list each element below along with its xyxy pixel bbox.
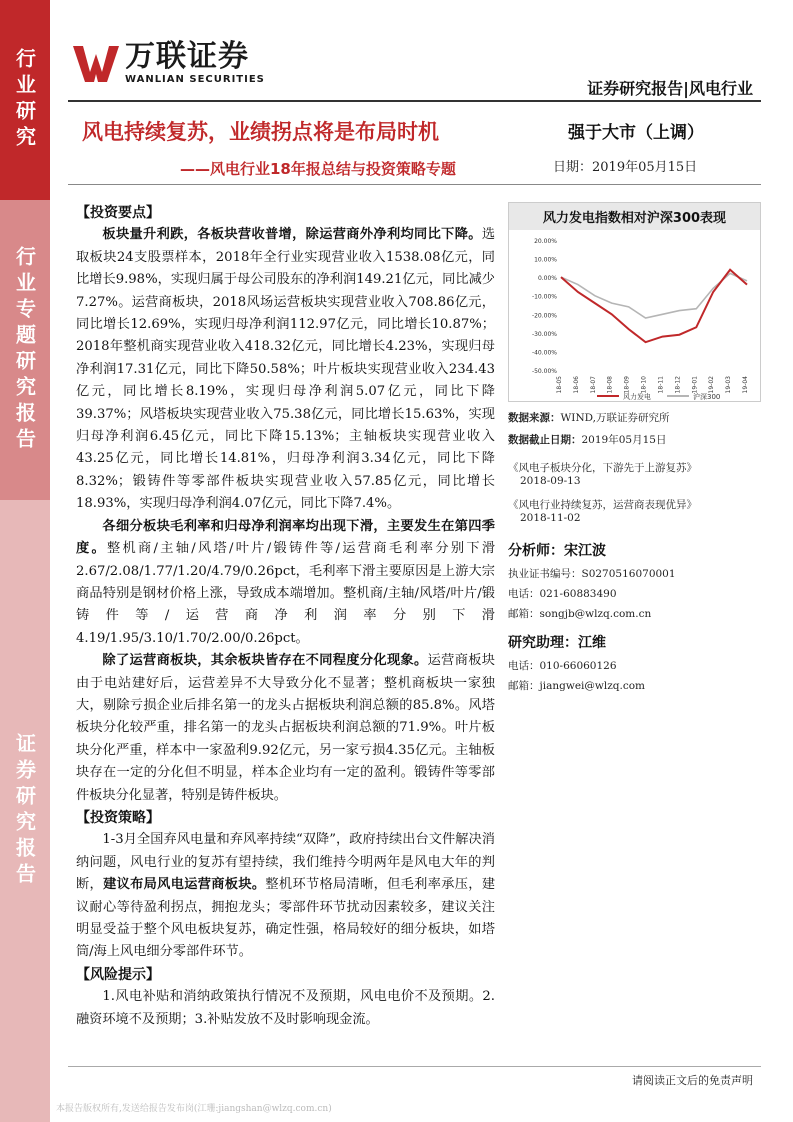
analyst-label: 分析师：: [508, 543, 564, 559]
paragraph-body: 整机商/主轴/风塔/叶片/锻铸件等/运营商毛利率分别下滑2.67/2.08/1.77/1.20/4.79/0.26pct，毛利率下滑主要原因是上游大宗商品特别是钢材价格上涨，导致成本端增加。整机商/主轴/风塔/叶片/锻铸件等/运营商净利润率分别下滑4.19/1.95/3.10/1.70/2.00/0.26pct。: [76, 541, 496, 646]
legend-label: 沪深300: [693, 393, 721, 401]
paragraph-lead: 板块量升利跌，各板块营收普增，除运营商外净利均同比下降。: [102, 227, 482, 243]
performance-chart: [508, 202, 761, 402]
cutoff-value: 2019年05月15日: [581, 434, 667, 446]
chart-title: 风力发电指数相对沪深300表现: [509, 203, 760, 230]
paragraph: [76, 650, 495, 807]
sidebar-block-topic-report: [0, 200, 50, 500]
analyst-cert: 执业证书编号：S0270516070001: [508, 568, 676, 580]
x-tick-label: 18-07: [589, 376, 597, 394]
related-report-date: 2018-11-02: [520, 512, 581, 524]
chart-canvas: [509, 230, 760, 402]
related-report: [508, 460, 761, 487]
assistant-phone: 电话：010-66060126: [508, 660, 617, 672]
sidebar-block-securities-report: [0, 500, 50, 1122]
paragraph-lead: 各细分板块毛利率和归母净利润率均出现下滑，主要发生在第四季度。: [76, 518, 495, 557]
cutoff-label: 数据截止日期：: [508, 434, 582, 446]
x-tick-label: 18-06: [572, 376, 580, 394]
y-tick-label: -30.00%: [531, 330, 557, 338]
industry-rating: 强于大市（上调）: [568, 123, 704, 143]
x-tick-label: 19-04: [742, 376, 749, 394]
x-tick-label: 18-11: [657, 376, 665, 394]
y-tick-label: -10.00%: [531, 293, 557, 301]
legend-label: 风力发电: [623, 393, 651, 401]
x-tick-label: 18-05: [556, 376, 563, 394]
logo-w-icon: [73, 44, 119, 84]
report-subtitle: ——风电行业18年报总结与投资策略专题: [180, 160, 456, 178]
strategy-heading: 【投资策略】: [76, 809, 160, 826]
main-content: [76, 202, 495, 1031]
brand-logo: [73, 39, 265, 85]
paragraph-body: 选取板块24支股票样本，2018年全行业实现营业收入1538.08亿元，同比增长9.98%，实现归属于母公司股东的净利润149.21亿元，同比减少7.27%。运营商板块，2018风场运营板块实现营业收入708.86亿元，同比增长12.69%，实现归母净利润112.97亿元，同比增长10.87%；2018年整机商实现营业收入418.32亿元，同比增长4.23%，实现归母净利润17.31亿元，同比下降50.58%；叶片板块实现营业收入234.43亿元，同比增长8.19%，实现归母净利润5.07亿元，同比下降39.37%；风塔板块实现营业收入75.38亿元，同比增长15.63%，实现归母净利润6.45亿元，同比下降15.13%；主轴板块实现营业收入43.25亿元，同比增长14.81%，归母净利润3.34亿元，同比下降8.32%；锻铸件等零部件板块实现营业收入57.85亿元，同比增长18.93%，实现归母净利润4.07亿元，同比下降7.4%。: [76, 227, 495, 512]
series-line-hs300: [561, 273, 747, 318]
paragraph-body: 1-3月全国弃风电量和弃风率持续“双降”，政府持续出台文件解决消纳问题，风电行业的复苏有望持续，我们维持今明两年是风电大年的判断，: [76, 832, 495, 893]
series-line-wind-power: [561, 270, 747, 342]
x-tick-label: 19-03: [725, 376, 733, 394]
paragraph: [76, 986, 495, 1031]
related-report-title: 《风电子板块分化，下游先于上游复苏》: [508, 462, 697, 474]
related-report: [508, 497, 761, 524]
y-tick-label: 10.00%: [534, 256, 557, 264]
x-tick-label: 19-02: [708, 376, 716, 394]
paragraph-body: 运营商板块由于电站建好后，运营差异不大导致分化不显著；整机商板块一家独大，剔除亏损企业后排名第一的龙头占据板块利润总额的85.8%。风塔板块分化较严重，排名第一的龙头占据板块利润总额的71.9%。叶片板块分化严重，样本中一家盈利9.92亿元，另一家亏损4.35亿元。主轴板块存在一定的分化但不明显，样本企业均有一定的盈利。锻铸件等零部件板块分化显著，特别是铸件板块。: [76, 653, 495, 803]
disclaimer-link[interactable]: 请阅读正文后的免责声明: [632, 1074, 753, 1087]
brand-name-cn: 万联证券: [125, 39, 249, 74]
paragraph: [76, 516, 495, 650]
sidebar-block-industry-research: [0, 0, 50, 200]
sidebar-label: 行业专题研究报告: [12, 246, 37, 454]
brand-name-en: WANLIAN SECURITIES: [125, 74, 265, 85]
key-points-heading: 【投资要点】: [76, 205, 160, 221]
x-tick-label: 18-08: [606, 376, 614, 394]
x-tick-label: 18-10: [640, 376, 648, 394]
sidebar-label: 证券研究报告: [12, 733, 37, 889]
sidebar-label: 行业研究: [12, 48, 37, 152]
risk-heading: 【风险提示】: [76, 966, 160, 983]
assistant-name: 江维: [578, 635, 606, 651]
x-tick-label: 18-12: [674, 376, 682, 394]
assistant-email: 邮箱：jiangwei@wlzq.com: [508, 680, 646, 692]
y-tick-label: 0.00%: [537, 275, 557, 283]
y-tick-label: 20.00%: [534, 238, 557, 245]
report-date: 日期：2019年05月15日: [553, 160, 698, 175]
related-report-date: 2018-09-13: [520, 475, 581, 487]
report-category: 证券研究报告|风电行业: [587, 79, 753, 98]
y-tick-label: -20.00%: [531, 312, 557, 320]
assistant-heading: [508, 632, 761, 652]
paragraph-body: 整机环节格局清晰，但毛利率承压，建议耐心等待盈利拐点，拥抱龙头；零部件环节扰动因素较多，建议关注明显受益于整个风电板块复苏，确定性强，格局较好的细分板块，如塔筒/海上风电细分零部件环节。: [76, 877, 496, 960]
report-title: 风电持续复苏，业绩拐点将是布局时机: [82, 120, 439, 144]
title-divider: [68, 184, 761, 185]
analyst-phone: 电话：021-60883490: [508, 588, 617, 600]
assistant-label: 研究助理：: [508, 635, 578, 651]
paragraph-lead: 除了运营商板块，其余板块皆存在不同程度分化现象。: [102, 653, 428, 669]
y-tick-label: -40.00%: [531, 349, 557, 357]
paragraph-body: 1.风电补贴和消纳政策执行情况不及预期，风电电价不及预期。2.融资环境不及预期；3.补贴发放不及时影响现金流。: [76, 989, 495, 1027]
data-source: [508, 410, 761, 425]
x-tick-label: 18-09: [623, 376, 631, 394]
x-tick-label: 19-01: [691, 376, 699, 394]
source-value: WIND,万联证券研究所: [560, 412, 670, 424]
data-cutoff: [508, 432, 761, 447]
assistant-block: [508, 632, 761, 693]
paragraph-lead: 建议布局风电运营商板块。: [103, 877, 266, 893]
footer-divider: [68, 1066, 761, 1067]
header-divider: [68, 100, 761, 102]
y-tick-label: -50.00%: [531, 368, 557, 375]
related-report-title: 《风电行业持续复苏，运营商表现优异》: [508, 499, 697, 511]
analyst-email: 邮箱：songjb@wlzq.com.cn: [508, 608, 652, 620]
analyst-block: [508, 540, 761, 621]
analyst-heading: [508, 540, 761, 560]
source-label: 数据来源：: [508, 412, 561, 424]
paragraph: [76, 224, 495, 515]
watermark: 本报告版权所有,发送给报告发布岗(江珊:jiangshan@wlzq.com.cn): [56, 1104, 332, 1114]
analyst-name: 宋江波: [564, 543, 606, 559]
paragraph: [76, 829, 495, 963]
